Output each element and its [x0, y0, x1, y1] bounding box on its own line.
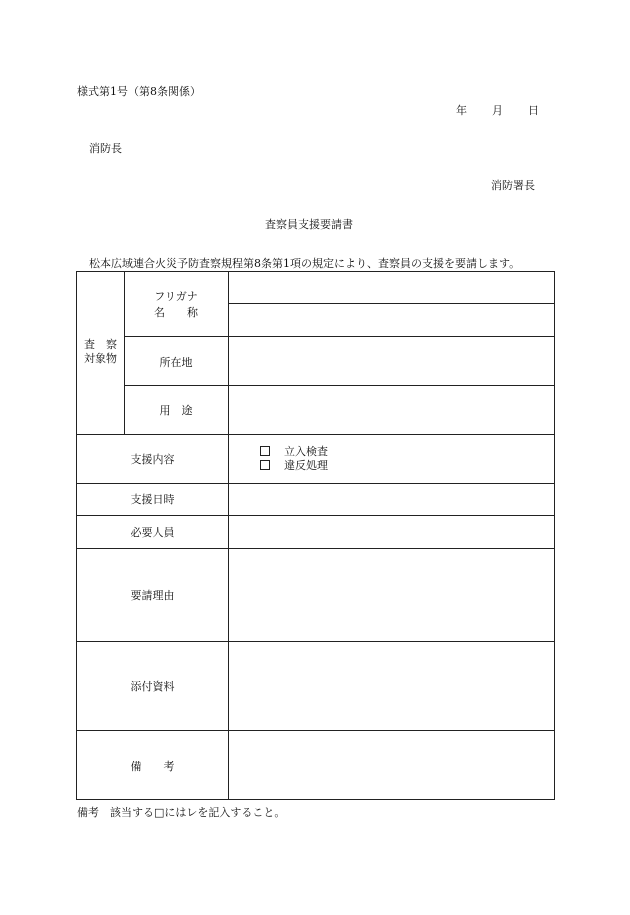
- sender: 消防署長: [491, 179, 535, 192]
- checkbox-icon[interactable]: [260, 460, 270, 470]
- name-label: 名 称: [154, 306, 198, 319]
- option-on-site-inspection[interactable]: [260, 446, 328, 457]
- table-divider: [124, 385, 554, 386]
- option-label: 立入検査: [284, 445, 328, 458]
- support-content-label: 支援内容: [130, 453, 175, 466]
- table-divider: [77, 730, 554, 731]
- table-divider: [77, 483, 554, 484]
- date-line: [456, 105, 539, 116]
- checkbox-icon[interactable]: [260, 446, 270, 456]
- table-divider: [77, 515, 554, 516]
- request-form-table: [76, 271, 555, 800]
- table-divider: [228, 272, 229, 799]
- furigana-label: フリガナ: [154, 290, 198, 303]
- date-month: 月: [492, 104, 503, 117]
- form-number: 様式第1号（第8条関係）: [77, 85, 201, 98]
- attachments-label: 添付資料: [130, 680, 175, 693]
- table-divider: [77, 548, 554, 549]
- reason-label: 要請理由: [130, 589, 175, 602]
- document-title: 査察員支援要請書: [265, 218, 353, 231]
- date-day: 日: [528, 104, 539, 117]
- location-label: 所在地: [159, 356, 193, 369]
- notes-label: 備 考: [130, 760, 175, 773]
- table-divider: [228, 303, 554, 304]
- date-year: 年: [456, 104, 467, 117]
- table-divider: [77, 641, 554, 642]
- table-divider: [77, 434, 554, 435]
- request-text: 松本広域連合火災予防査察規程第8条第1項の規定により、査察員の支援を要請します。: [89, 257, 521, 270]
- support-datetime-label: 支援日時: [130, 493, 175, 506]
- addressee: 消防長: [89, 142, 122, 155]
- inspection-target-label: 査 察 対象物: [84, 338, 117, 365]
- personnel-label: 必要人員: [130, 526, 175, 539]
- usage-label: 用 途: [159, 404, 193, 417]
- option-violation-handling[interactable]: [260, 460, 328, 471]
- footnote-remark: 備考 該当する□にはレを記入すること。: [77, 806, 286, 819]
- table-divider: [124, 336, 554, 337]
- option-label: 違反処理: [284, 459, 328, 472]
